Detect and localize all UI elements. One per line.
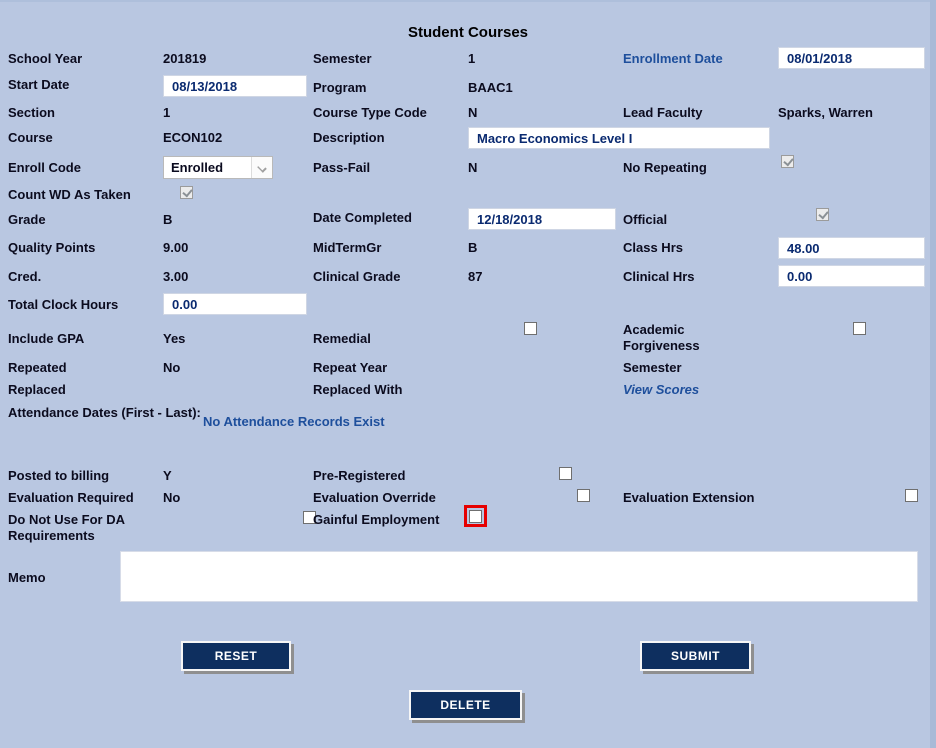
date-completed-input[interactable] — [468, 208, 616, 230]
gainful-employment-checkbox[interactable] — [469, 510, 482, 523]
official-label: Official — [623, 212, 668, 227]
description-input[interactable] — [468, 127, 770, 149]
semester-label: Semester — [313, 51, 372, 66]
view-scores-link[interactable]: View Scores — [623, 382, 700, 397]
evaluation-extension-label: Evaluation Extension — [623, 490, 755, 505]
do-not-use-da-label: Do Not Use For DA Requirements — [8, 512, 125, 543]
no-repeating-label: No Repeating — [623, 160, 707, 175]
school-year-value: 201819 — [163, 51, 207, 66]
start-date-input[interactable] — [163, 75, 307, 97]
pre-registered-label: Pre-Registered — [313, 468, 406, 483]
no-attendance-records-link[interactable]: No Attendance Records Exist — [203, 414, 385, 429]
reset-button[interactable]: RESET — [181, 641, 291, 671]
evaluation-override-checkbox[interactable] — [577, 489, 590, 502]
school-year-label: School Year — [8, 51, 83, 66]
count-wd-as-taken-checkbox[interactable] — [180, 186, 193, 199]
total-clock-hours-label: Total Clock Hours — [8, 297, 119, 312]
submit-button[interactable]: SUBMIT — [640, 641, 751, 671]
posted-to-billing-value: Y — [163, 468, 172, 483]
repeated-value: No — [163, 360, 181, 375]
posted-to-billing-label: Posted to billing — [8, 468, 110, 483]
grade-label: Grade — [8, 212, 46, 227]
academic-forgiveness-checkbox[interactable] — [853, 322, 866, 335]
pre-registered-checkbox[interactable] — [559, 467, 572, 480]
clinical-hrs-input[interactable] — [778, 265, 925, 287]
enrollment-date-label: Enrollment Date — [623, 51, 723, 66]
official-checkbox[interactable] — [816, 208, 829, 221]
right-edge-divider — [930, 0, 936, 748]
course-type-code-label: Course Type Code — [313, 105, 427, 120]
program-value: BAAC1 — [468, 80, 513, 95]
date-completed-label: Date Completed — [313, 210, 412, 225]
attendance-dates-label: Attendance Dates (First - Last): — [8, 405, 201, 420]
gainful-employment-label: Gainful Employment — [313, 512, 440, 527]
class-hrs-input[interactable] — [778, 237, 925, 259]
page-title: Student Courses — [407, 24, 528, 41]
midtermgr-value: B — [468, 240, 478, 255]
cred-label: Cred. — [8, 269, 42, 284]
midtermgr-label: MidTermGr — [313, 240, 382, 255]
include-gpa-label: Include GPA — [8, 331, 85, 346]
evaluation-required-value: No — [163, 490, 181, 505]
enrollment-date-input[interactable] — [778, 47, 925, 69]
replaced-label: Replaced — [8, 382, 66, 397]
enroll-code-select[interactable] — [163, 156, 273, 179]
gainful-employment-highlight — [464, 505, 487, 527]
grade-value: B — [163, 212, 173, 227]
repeat-semester-label: Semester — [623, 360, 682, 375]
top-edge-divider — [0, 0, 936, 2]
evaluation-override-label: Evaluation Override — [313, 490, 436, 505]
include-gpa-value: Yes — [163, 331, 186, 346]
repeated-label: Repeated — [8, 360, 67, 375]
enroll-code-selected-value: Enrolled — [171, 160, 224, 175]
memo-label: Memo — [8, 570, 46, 585]
total-clock-hours-input[interactable] — [163, 293, 307, 315]
memo-textarea[interactable] — [120, 551, 918, 602]
clinical-grade-value: 87 — [468, 269, 483, 284]
section-label: Section — [8, 105, 55, 120]
clinical-grade-label: Clinical Grade — [313, 269, 401, 284]
no-repeating-checkbox[interactable] — [781, 155, 794, 168]
quality-points-label: Quality Points — [8, 240, 96, 255]
enroll-code-label: Enroll Code — [8, 160, 81, 175]
description-label: Description — [313, 130, 385, 145]
pass-fail-value: N — [468, 160, 478, 175]
course-value: ECON102 — [163, 130, 223, 145]
count-wd-as-taken-label: Count WD As Taken — [8, 187, 131, 202]
evaluation-extension-checkbox[interactable] — [905, 489, 918, 502]
repeat-year-label: Repeat Year — [313, 360, 388, 375]
section-value: 1 — [163, 105, 171, 120]
course-type-code-value: N — [468, 105, 478, 120]
remedial-checkbox[interactable] — [524, 322, 537, 335]
remedial-label: Remedial — [313, 331, 371, 346]
course-label: Course — [8, 130, 53, 145]
lead-faculty-value: Sparks, Warren — [778, 105, 873, 120]
quality-points-value: 9.00 — [163, 240, 189, 255]
academic-forgiveness-label: Academic Forgiveness — [623, 322, 700, 353]
evaluation-required-label: Evaluation Required — [8, 490, 134, 505]
cred-value: 3.00 — [163, 269, 189, 284]
clinical-hrs-label: Clinical Hrs — [623, 269, 695, 284]
semester-value: 1 — [468, 51, 476, 66]
replaced-with-label: Replaced With — [313, 382, 403, 397]
chevron-down-icon[interactable] — [251, 157, 272, 178]
start-date-label: Start Date — [8, 77, 70, 92]
lead-faculty-label: Lead Faculty — [623, 105, 703, 120]
delete-button[interactable]: DELETE — [409, 690, 522, 720]
pass-fail-label: Pass-Fail — [313, 160, 371, 175]
program-label: Program — [313, 80, 367, 95]
class-hrs-label: Class Hrs — [623, 240, 683, 255]
